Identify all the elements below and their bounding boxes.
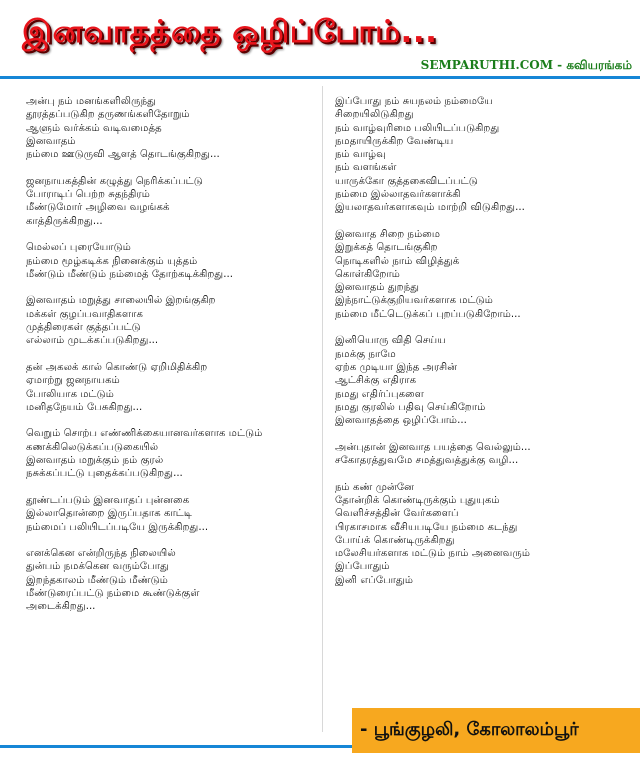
poem-line: மெல்லப் புரையோடும்: [26, 242, 131, 254]
poem-line: மீண்டுமோர் அழிவை வழங்கக்: [26, 202, 170, 214]
poem-line: வெறும் சொற்ப எண்ணிக்கையானவர்களாக மட்டும்: [26, 428, 263, 440]
poem-line: நமக்கு நாமே: [335, 348, 396, 360]
poem-left-column: [26, 95, 326, 627]
poem-line: நம்மை ஊடுருவி ஆளத் தொடங்குகிறது...: [26, 149, 220, 161]
poem-line: அன்புதான் இனவாத பயத்தை வெல்லும்...: [335, 441, 531, 453]
poem-line: ஜனநாயகத்தின் கழுத்து நெரிக்கப்பட்டு: [26, 175, 203, 187]
poem-line: தோன்றிக் கொண்டிருக்கும் புதுயுகம்: [335, 494, 500, 506]
poem-line: மக்கள் குழப்பவாதிகளாக: [26, 308, 143, 320]
poem-line: நமது எதிர்ப்புகளை: [335, 388, 424, 400]
poem-line: நம் வாழ்வு: [335, 149, 386, 161]
poem-line: இனவாதம் மறுத்து சாலையில் இறங்குகிற: [26, 295, 216, 307]
poem-line: இனவாதம் துறந்து: [335, 282, 420, 294]
poem-stanza: [335, 95, 635, 215]
poem-line: எனக்கென என்றிருந்த நிலையில்: [26, 548, 176, 560]
poem-line: தூண்டப்படும் இனவாதப் புன்னகை: [26, 494, 190, 506]
header-divider: [0, 76, 640, 79]
poem-line: ஏமாற்று ஜனநாயகம்: [26, 375, 120, 387]
poem-line: போராடிப் பெற்ற சுதந்திரம்: [26, 189, 150, 201]
poem-line: நமதாயிருக்கிற வேண்டிய: [335, 135, 454, 147]
poem-line: இப்போதும்: [335, 561, 390, 573]
poem-line: போலியாக மட்டும்: [26, 388, 114, 400]
poem-line: ஆட்சிக்கு எதிராக: [335, 375, 417, 387]
poem-line: நம் வளங்கள்: [335, 162, 397, 174]
poem-stanza: [26, 547, 326, 613]
poem-line: இனவாதம் மறுக்கும் நம் குரல்: [26, 455, 164, 467]
poem-stanza: [335, 228, 635, 321]
poem-stanza: [26, 241, 326, 281]
poem-line: இறந்தகாலம் மீண்டும் மீண்டும்: [26, 574, 168, 586]
poem-line: துன்பம் நமக்கென வரும்போது: [26, 561, 169, 573]
poem-line: சகோதரத்துவமே சமத்துவத்துக்கு வழி...: [335, 455, 519, 467]
poem-line: இந்நாட்டுக்குறியவர்களாக மட்டும்: [335, 295, 493, 307]
poem-line: மலேசியர்களாக மட்டும் நாம் அனைவரும்: [335, 548, 531, 560]
poem-line: இனவாதம்: [26, 135, 76, 147]
poem-line: ஆளும் வர்க்கம் வடிவமைத்த: [26, 122, 162, 134]
poem-right-column: [335, 95, 635, 600]
poem-line: கணக்கிலெடுக்கப்படுகையில்: [26, 441, 159, 453]
poem-line: நம் கண் முன்னே: [335, 481, 414, 493]
poem-line: மனிதநேயம் பேசுகிறது...: [26, 401, 143, 413]
poem-line: நம்மை மீட்டெடுக்கப் புறப்படுகிறோம்...: [335, 308, 521, 320]
site-name[interactable]: SEMPARUTHI.COM - கவியரங்கம்: [420, 58, 632, 72]
poem-line: இப்போது நம் சுயநலம் நம்மையே: [335, 96, 494, 107]
poem-line: நம்மைப் பலியிடப்படியே இருக்கிறது...: [26, 521, 209, 533]
poem-line: நம்மை மூழ்கடிக்க நினைக்கும் யுத்தம்: [26, 255, 198, 267]
poem-line: சிறையிலிடுகிறது: [335, 109, 414, 121]
poem-line: மீண்டும் மீண்டும் நம்மைத் தோற்கடிக்கிறது...: [26, 268, 233, 280]
poem-line: இனியொரு விதி செய்ய: [335, 335, 446, 347]
poem-line: தன் அகலக் கால் கொண்டு ஏறிமிதிக்கிற: [26, 361, 208, 373]
poem-line: இனி எப்போதும்: [335, 574, 414, 586]
poem-line: நம் வாழ்வுரிமை பலியிடப்படுகிறது: [335, 122, 500, 134]
poem-stanza: [26, 95, 326, 161]
poem-line: யாருக்கோ குத்தகைவிடப்பட்டு: [335, 175, 478, 187]
poem-line: இயலாதவர்களாகவும் மாற்றி விடுகிறது...: [335, 202, 525, 214]
poem-line: ஏற்க முடியா இந்த அரசின்: [335, 361, 458, 373]
poem-line: அன்பு நம் மனங்களிலிருந்து: [26, 96, 156, 107]
poem-line: நொடிகளில் நாம் விழித்துக்: [335, 255, 460, 267]
poem-line: இறுக்கத் தொடங்குகிற: [335, 242, 438, 254]
poem-line: போய்க் கொண்டிருக்கிறது: [335, 534, 455, 546]
poem-stanza: [335, 441, 635, 468]
poem-line: இல்லாதொன்றை இருப்பதாக காட்டி: [26, 508, 193, 520]
poem-line: தூரத்தப்படுகிற தருணங்களிதோறும்: [26, 109, 190, 121]
poem-line: காத்திருக்கிறது...: [26, 215, 103, 227]
poem-stanza: [26, 294, 326, 347]
poem-line: எல்லாம் முடக்கப்படுகிறது...: [26, 335, 159, 347]
poem-line: நம்மை இல்லாதவர்களாக்கி: [335, 189, 461, 201]
poem-line: நமது குரலில் பதிவு செய்கிறோம்: [335, 401, 486, 413]
poem-stanza: [26, 494, 326, 534]
poem-stanza: [335, 334, 635, 427]
poem-title: இனவாதத்தை ஒழிப்போம்...: [22, 14, 438, 50]
poem-line: முத்திரைகள் குத்தப்பட்டு: [26, 322, 141, 334]
poem-line: இனவாத சிறை நம்மை: [335, 228, 441, 240]
poem-stanza: [26, 427, 326, 480]
poem-stanza: [335, 481, 635, 587]
poem-line: வெளிச்சத்தின் வேர்களைப்: [335, 508, 459, 520]
poem-line: கொள்கிறோம்: [335, 268, 400, 280]
poem-stanza: [26, 361, 326, 414]
poem-line: நசுக்கப்பட்டு புதைக்கப்படுகிறது...: [26, 468, 183, 480]
column-divider: [322, 86, 323, 732]
poem-line: இனவாதத்தை ஒழிப்போம்...: [335, 415, 467, 427]
poem-line: அடைக்கிறது...: [26, 601, 96, 613]
poem-line: பிரகாசமாக வீசியபடியே நம்மை கடந்து: [335, 521, 518, 533]
author-credit: - பூங்குழலி, கோலாலம்பூர்: [360, 719, 579, 740]
poem-line: மீண்டுரைப்பட்டு நம்மை கூண்டுக்குள்: [26, 587, 200, 599]
poem-stanza: [26, 175, 326, 228]
